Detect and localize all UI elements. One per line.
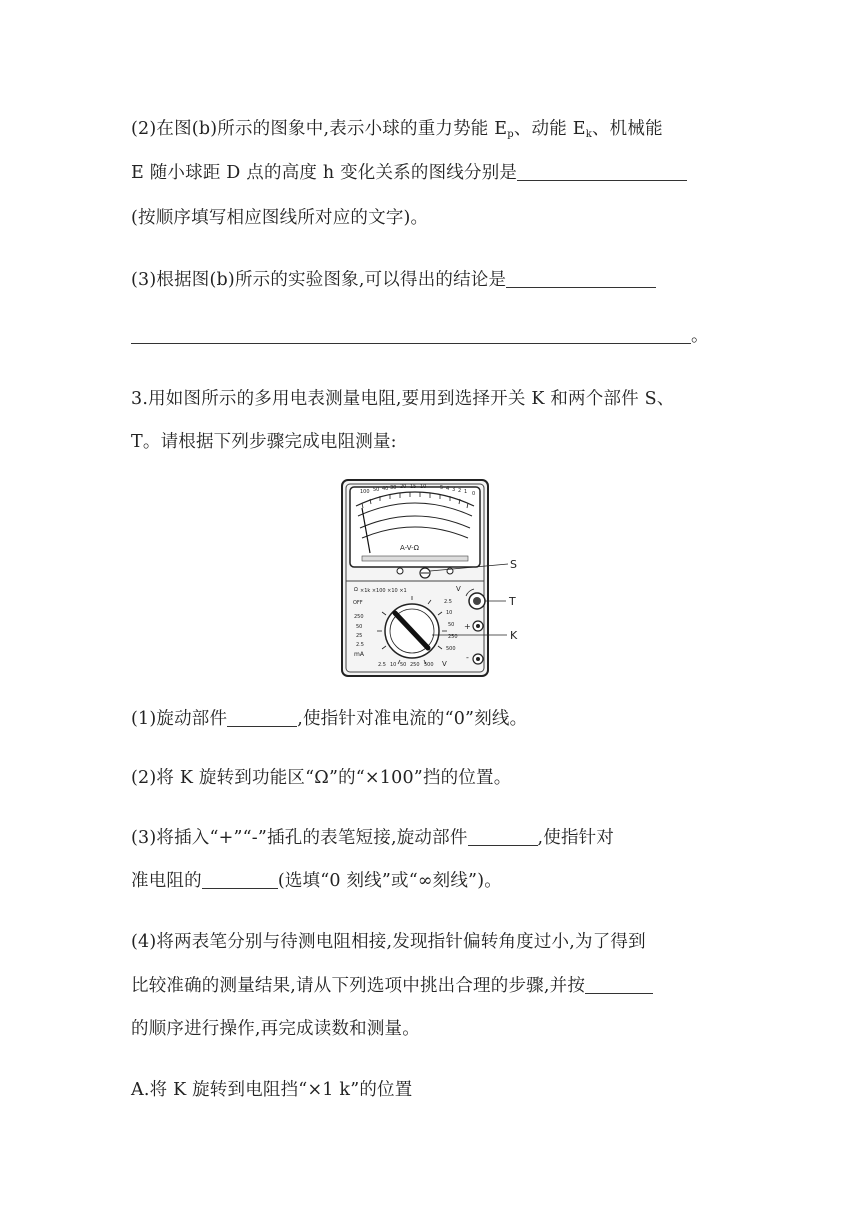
dial-right-label: 500 (446, 646, 456, 652)
scale-label: 10 (420, 484, 427, 490)
q3-step1-text-a: (1)旋动部件 (131, 709, 228, 729)
off-label: OFF (353, 600, 363, 606)
q3-step2 (131, 766, 511, 790)
scale-label: 40 (382, 486, 389, 492)
q3-step1 (131, 707, 527, 731)
answer-blank-step3-part[interactable] (468, 827, 538, 846)
q3-intro-text1: 3.用如图所示的多用电表测量电阻,要用到选择开关 K 和两个部件 S、 (131, 389, 675, 409)
q3-step4-line1 (131, 930, 646, 954)
q3-option-a (131, 1078, 412, 1102)
scale-label: 20 (400, 484, 407, 490)
answer-blank-step1[interactable] (227, 708, 297, 727)
multimeter-figure (340, 478, 530, 678)
q3-step2-text: (2)将 K 旋转到功能区“Ω”的“×100”挡的位置。 (131, 768, 512, 788)
dial-right-label: 250 (448, 634, 458, 640)
scale-label: 15 (410, 484, 417, 490)
dial-right-label: 50 (448, 622, 455, 628)
q2-part3-line2 (131, 324, 709, 348)
q3-intro-line1 (131, 387, 675, 411)
scale-label: 0 (472, 491, 476, 497)
ep-subscript: p (507, 129, 514, 140)
scale-label: 30 (390, 485, 397, 491)
scale-label: 100 (360, 489, 370, 495)
label-k: K (510, 629, 518, 642)
q2-part2-text-c: 、机械能 (591, 119, 663, 139)
scale-label: 3 (452, 487, 456, 493)
q3-step4-text-2: 比较准确的测量结果,请从下列选项中挑出合理的步骤,并按 (131, 976, 586, 996)
scale-label: 50 (373, 487, 380, 493)
scale-label: 2 (458, 488, 462, 494)
q3-step3-text-a: (3)将插入“+”“-”插孔的表笔短接,旋动部件 (131, 828, 468, 848)
dial-left-label: 50 (356, 624, 363, 630)
answer-blank-graph-lines[interactable] (517, 162, 687, 181)
scale-label: 5 (440, 485, 444, 491)
ek-subscript: k (585, 129, 592, 140)
dial-right-label: 10 (446, 610, 453, 616)
dial-bottom-label: 50 (400, 662, 407, 668)
q3-intro-line2 (131, 430, 397, 454)
label-s: S (510, 558, 517, 571)
q2-part2-line1 (131, 117, 663, 147)
minus-jack-label: - (466, 653, 469, 662)
q3-step4-line2 (131, 974, 653, 998)
label-t: T (509, 595, 516, 608)
q2-part2-line3-text: (按顺序填写相应图线所对应的文字)。 (131, 208, 429, 228)
q2-part2-line2 (131, 161, 687, 185)
q2-part3-line1 (131, 268, 656, 292)
q3-step3-text-d: (选填“0 刻线”或“∞刻线”)。 (277, 871, 502, 891)
q2-part2-text-b: 、动能 E (513, 119, 586, 139)
q2-part2-text-a: (2)在图(b)所示的图象中,表示小球的重力势能 E (131, 119, 508, 139)
q3-step4-line3 (131, 1017, 420, 1041)
v-label-bottom: V (442, 660, 447, 668)
dial-left-label: 2.5 (356, 642, 364, 648)
answer-blank-conclusion-2[interactable] (131, 325, 691, 344)
q3-step3-line1 (131, 826, 614, 850)
scale-text: A-V-Ω (400, 544, 420, 552)
dial-left-label: 250 (354, 614, 364, 620)
q3-step3-text-b: ,使指针对 (537, 828, 615, 848)
q3-step4-text-3: 的顺序进行操作,再完成读数和测量。 (131, 1019, 420, 1039)
v-label: V (456, 585, 461, 593)
q3-step1-text-b: ,使指针对准电流的“0”刻线。 (297, 709, 528, 729)
q3-step3-line2 (131, 869, 502, 893)
ma-label: mA (354, 651, 364, 658)
multiplier-label: ×1k ×100 ×10 ×1 (360, 588, 407, 594)
dial-right-label: 2.5 (444, 599, 452, 605)
dial-bottom-label: 10 (390, 662, 397, 668)
q3-intro-text2: T。请根据下列步骤完成电阻测量: (131, 432, 397, 452)
q2-part2-line2-text: E 随小球距 D 点的高度 h 变化关系的图线分别是 (131, 163, 518, 183)
dial-bottom-label: 2.5 (378, 662, 386, 668)
answer-blank-conclusion-1[interactable] (506, 269, 656, 288)
q2-part3-end: 。 (691, 326, 709, 346)
q2-part2-line3 (131, 206, 428, 230)
answer-blank-step4-order[interactable] (585, 975, 653, 994)
answer-blank-step3-scale[interactable] (202, 870, 278, 889)
q3-step3-text-c: 准电阻的 (131, 871, 202, 891)
q3-step4-text-1: (4)将两表笔分别与待测电阻相接,发现指针偏转角度过小,为了得到 (131, 932, 646, 952)
dial-bottom-label: 500 (424, 662, 434, 668)
scale-label: 4 (446, 486, 450, 492)
plus-jack-label: + (464, 622, 471, 631)
q3-option-a-text: A.将 K 旋转到电阻挡“×1 k”的位置 (131, 1080, 413, 1100)
dial-left-label: 25 (356, 633, 363, 639)
q2-part3-text: (3)根据图(b)所示的实验图象,可以得出的结论是 (131, 270, 507, 290)
dial-bottom-label: 250 (410, 662, 420, 668)
scale-label: 1 (464, 489, 468, 495)
omega-label: Ω (354, 587, 358, 593)
